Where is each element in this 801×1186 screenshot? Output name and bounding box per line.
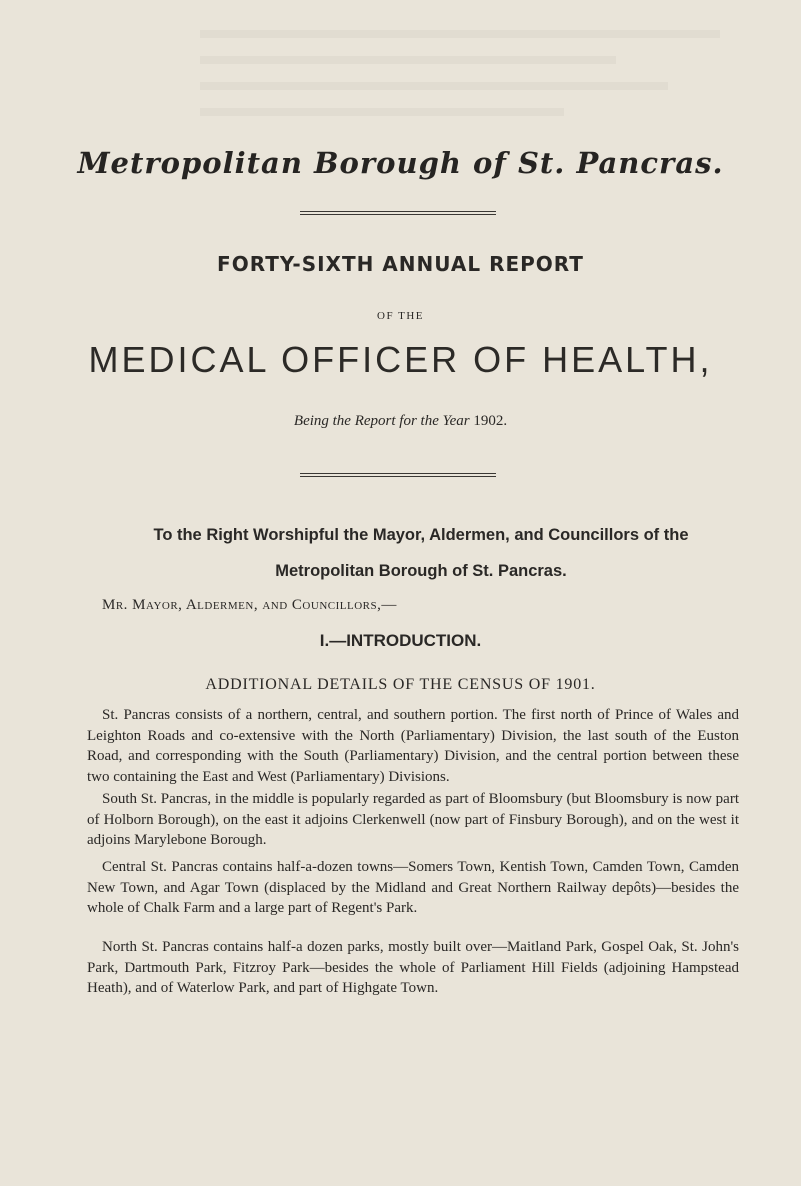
section-divider: [300, 473, 496, 477]
paragraph-north-central-south: St. Pancras consists of a northern, central, and southern portion. The first north of Prince of Wales and Leighton Roads and co-extensive with the North (Parliamentary) Division, the last south of the Euston Road, and corresponding with the South (Parliamentary) Division, and the central portion between these two containing the East and West (Parliamentary) Divisions.: [87, 707, 739, 785]
section-subheading: ADDITIONAL DETAILS OF THE CENSUS OF 1901.: [205, 676, 596, 693]
address-block: [96, 517, 746, 589]
of-the-label: OF THE: [377, 310, 424, 322]
section-heading: I.—INTRODUCTION.: [319, 631, 482, 650]
report-year-value: 1902.: [473, 413, 508, 429]
report-year-line: [0, 413, 801, 430]
report-year-label: Being the Report for the Year: [293, 413, 470, 429]
address-line-1: To the Right Worshipful the Mayor, Aldermen, and Councillors of the: [153, 526, 689, 544]
report-title: FORTY-SIXTH ANNUAL REPORT: [217, 252, 584, 276]
officer-title: MEDICAL OFFICER OF HEALTH,: [88, 339, 713, 380]
salutation: Mr. Mayor, Aldermen, and Councillors,—: [102, 597, 397, 613]
title-divider: [300, 211, 496, 215]
paragraph-central-st-pancras: Central St. Pancras contains half-a-dozen towns—Somers Town, Kentish Town, Camden Town, Camden New Town, and Agar Town (displaced by the Midland and Great Northern Railway depôts)—besides the whole of Chalk Farm and a large part of Regent's Park.: [87, 859, 739, 916]
address-line-2: Metropolitan Borough of St. Pancras.: [275, 562, 567, 580]
bleed-through-texture: [200, 30, 720, 150]
paragraph-north-st-pancras: North St. Pancras contains half-a dozen parks, mostly built over—Maitland Park, Gospel Oak, St. John's Park, Dartmouth Park, Fitzroy Park—besides the whole of Parliament Hill Fields (adjoining Hampstead Heath), and of Waterlow Park, and part of Highgate Town.: [87, 939, 739, 996]
paragraph-south-st-pancras: South St. Pancras, in the middle is popularly regarded as part of Bloomsbury (but Bloomsbury is now part of Holborn Borough), on the east it adjoins Clerkenwell (now part of Finsbury Borough), and on the west it adjoins Marylebone Borough.: [87, 791, 740, 848]
borough-title: Metropolitan Borough of St. Pancras.: [77, 146, 724, 180]
